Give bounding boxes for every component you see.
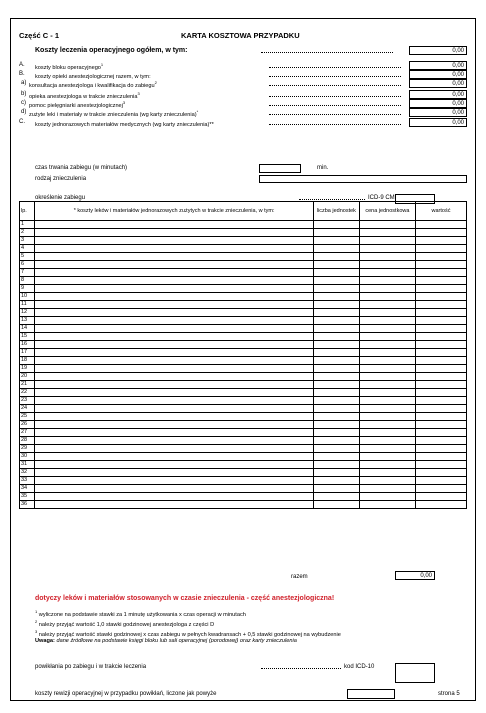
row-number: 8 (20, 277, 35, 285)
row-number: 14 (20, 325, 35, 333)
row-description-cell[interactable] (35, 501, 314, 509)
table-row (20, 437, 467, 445)
row-number: 15 (20, 333, 35, 341)
row-description-cell[interactable] (35, 485, 314, 493)
row-number: 25 (20, 413, 35, 421)
row-unit-price-cell[interactable] (359, 293, 415, 301)
row-value-cell[interactable] (415, 333, 466, 341)
table-row (20, 333, 467, 341)
summary-title: Koszty leczenia operacyjnego ogółem, w tym: (35, 47, 188, 54)
row-quantity-cell[interactable] (313, 277, 359, 285)
table-row (20, 293, 467, 301)
row-number: 36 (20, 501, 35, 509)
anesthesia-type-field[interactable] (259, 175, 467, 183)
row-description-cell[interactable] (35, 317, 314, 325)
row-quantity-cell[interactable] (313, 333, 359, 341)
row-number: 17 (20, 349, 35, 357)
cost-row-label: pomoc pielęgniarki anestezjologicznej$^3$ (29, 100, 126, 109)
row-value-cell[interactable] (415, 445, 466, 453)
page-number: strona 5 (438, 691, 460, 697)
header-quantity: liczba jednostek (313, 202, 359, 221)
page-title: KARTA KOSZTOWA PRZYPADKU (181, 31, 300, 40)
row-unit-price-cell[interactable] (359, 389, 415, 397)
cost-row (19, 91, 467, 100)
row-value-cell[interactable] (415, 221, 466, 229)
cost-row-letter: C. (19, 119, 25, 125)
row-quantity-cell[interactable] (313, 357, 359, 365)
row-quantity-cell[interactable] (313, 381, 359, 389)
row-unit-price-cell[interactable] (359, 261, 415, 269)
row-quantity-cell[interactable] (313, 485, 359, 493)
row-value-cell[interactable] (415, 461, 466, 469)
table-row (20, 357, 467, 365)
row-quantity-cell[interactable] (313, 309, 359, 317)
row-description-cell[interactable] (35, 389, 314, 397)
row-number: 10 (20, 293, 35, 301)
table-row (20, 245, 467, 253)
row-unit-price-cell[interactable] (359, 421, 415, 429)
row-quantity-cell[interactable] (313, 373, 359, 381)
row-quantity-cell[interactable] (313, 493, 359, 501)
row-value-cell[interactable] (415, 357, 466, 365)
row-description-cell[interactable] (35, 285, 314, 293)
row-description-cell[interactable] (35, 277, 314, 285)
row-description-cell[interactable] (35, 437, 314, 445)
icd10-field[interactable] (395, 663, 435, 683)
row-description-cell[interactable] (35, 421, 314, 429)
cost-value-field[interactable]: 0,00 (409, 99, 467, 108)
row-unit-price-cell[interactable] (359, 469, 415, 477)
row-value-cell[interactable] (415, 341, 466, 349)
dotted-leader (299, 199, 365, 200)
cost-row-label: koszty bloku operacyjnego$^1$ (35, 62, 104, 71)
row-number: 30 (20, 453, 35, 461)
row-value-cell[interactable] (415, 269, 466, 277)
row-value-cell[interactable] (415, 277, 466, 285)
row-unit-price-cell[interactable] (359, 221, 415, 229)
row-value-cell[interactable] (415, 309, 466, 317)
row-value-cell[interactable] (415, 405, 466, 413)
row-value-cell[interactable] (415, 453, 466, 461)
cost-row-letter: d) (21, 109, 27, 115)
table-body (20, 221, 467, 509)
row-description-cell[interactable] (35, 229, 314, 237)
cost-row-label: koszty jednorazowych materiałów medycznych (wg karty znieczulenia)** (35, 121, 214, 128)
row-quantity-cell[interactable] (313, 253, 359, 261)
table-row (20, 269, 467, 277)
row-number: 19 (20, 365, 35, 373)
row-description-cell[interactable] (35, 293, 314, 301)
table-row (20, 349, 467, 357)
footnote-2: $^2$ należy przyjąć wartość 1,0 stawki godzinowej anestezjologa z części D (35, 619, 215, 628)
procedure-definition-label: określenie zabiegu (35, 195, 86, 201)
cost-value-field[interactable]: 0,00 (409, 79, 467, 88)
row-quantity-cell[interactable] (313, 413, 359, 421)
dotted-leader (261, 52, 393, 53)
row-value-cell[interactable] (415, 365, 466, 373)
row-unit-price-cell[interactable] (359, 357, 415, 365)
dotted-leader (269, 85, 401, 86)
row-number: 35 (20, 493, 35, 501)
row-unit-price-cell[interactable] (359, 413, 415, 421)
row-unit-price-cell[interactable] (359, 237, 415, 245)
row-number: 11 (20, 301, 35, 309)
dotted-leader (269, 96, 401, 97)
row-number: 7 (20, 269, 35, 277)
cost-row-letter: c) (21, 100, 26, 106)
row-value-cell[interactable] (415, 325, 466, 333)
icd9-label: ICD-9 CM (368, 195, 395, 201)
row-number: 29 (20, 445, 35, 453)
row-description-cell[interactable] (35, 469, 314, 477)
row-description-cell[interactable] (35, 381, 314, 389)
row-description-cell[interactable] (35, 325, 314, 333)
row-description-cell[interactable] (35, 365, 314, 373)
row-description-cell[interactable] (35, 245, 314, 253)
row-quantity-cell[interactable] (313, 365, 359, 373)
row-value-cell[interactable] (415, 493, 466, 501)
table-row (20, 221, 467, 229)
row-description-cell[interactable] (35, 237, 314, 245)
row-quantity-cell[interactable] (313, 437, 359, 445)
row-value-cell[interactable] (415, 469, 466, 477)
row-quantity-cell[interactable] (313, 445, 359, 453)
table-row (20, 477, 467, 485)
row-description-cell[interactable] (35, 397, 314, 405)
anesthesia-type-label: rodzaj znieczulenia (35, 176, 87, 182)
cost-row-letter: A. (19, 62, 25, 68)
table-row (20, 317, 467, 325)
row-description-cell[interactable] (35, 333, 314, 341)
row-quantity-cell[interactable] (313, 389, 359, 397)
row-description-cell[interactable] (35, 301, 314, 309)
row-description-cell[interactable] (35, 493, 314, 501)
row-number: 1 (20, 221, 35, 229)
row-unit-price-cell[interactable] (359, 493, 415, 501)
row-unit-price-cell[interactable] (359, 477, 415, 485)
cost-row (19, 80, 467, 89)
row-value-cell[interactable] (415, 301, 466, 309)
row-description-cell[interactable] (35, 445, 314, 453)
row-number: 2 (20, 229, 35, 237)
row-number: 27 (20, 429, 35, 437)
row-description-cell[interactable] (35, 405, 314, 413)
icd10-label: kod ICD-10 (344, 664, 375, 670)
row-value-cell[interactable] (415, 245, 466, 253)
row-unit-price-cell[interactable] (359, 341, 415, 349)
row-value-cell[interactable] (415, 413, 466, 421)
row-unit-price-cell[interactable] (359, 229, 415, 237)
duration-field[interactable] (259, 164, 301, 173)
anesthesia-note: dotyczy leków i materiałów stosowanych w czasie znieczulenia - część anestezjologiczna! (35, 595, 335, 602)
row-value-cell[interactable] (415, 261, 466, 269)
row-unit-price-cell[interactable] (359, 437, 415, 445)
table-row (20, 277, 467, 285)
row-description-cell[interactable] (35, 429, 314, 437)
table-row (20, 365, 467, 373)
row-value-cell[interactable] (415, 253, 466, 261)
cost-row (19, 109, 467, 118)
row-quantity-cell[interactable] (313, 461, 359, 469)
row-quantity-cell[interactable] (313, 469, 359, 477)
row-description-cell[interactable] (35, 373, 314, 381)
row-unit-price-cell[interactable] (359, 269, 415, 277)
row-description-cell[interactable] (35, 221, 314, 229)
row-number: 4 (20, 245, 35, 253)
row-number: 5 (20, 253, 35, 261)
table-row (20, 485, 467, 493)
cost-value-field[interactable]: 0,00 (409, 61, 467, 70)
row-unit-price-cell[interactable] (359, 429, 415, 437)
table-row (20, 469, 467, 477)
row-unit-price-cell[interactable] (359, 333, 415, 341)
dotted-leader (269, 124, 401, 125)
row-unit-price-cell[interactable] (359, 373, 415, 381)
duration-label: czas trwania zabiegu (w minutach) (35, 165, 128, 171)
row-unit-price-cell[interactable] (359, 461, 415, 469)
row-number: 3 (20, 237, 35, 245)
row-value-cell[interactable] (415, 389, 466, 397)
row-value-cell[interactable] (415, 317, 466, 325)
header-unit-price: cena jednostkowa (359, 202, 415, 221)
row-number: 22 (20, 389, 35, 397)
row-number: 16 (20, 341, 35, 349)
materials-table (19, 201, 467, 509)
row-description-cell[interactable] (35, 253, 314, 261)
part-label: Część C - 1 (19, 31, 60, 40)
cost-value-field[interactable]: 0,00 (409, 90, 467, 99)
table-row (20, 285, 467, 293)
row-quantity-cell[interactable] (313, 477, 359, 485)
row-description-cell[interactable] (35, 269, 314, 277)
row-quantity-cell[interactable] (313, 405, 359, 413)
table-header-row (20, 202, 467, 221)
row-unit-price-cell[interactable] (359, 245, 415, 253)
table-row (20, 461, 467, 469)
row-quantity-cell[interactable] (313, 325, 359, 333)
row-value-cell[interactable] (415, 237, 466, 245)
row-number: 20 (20, 373, 35, 381)
row-quantity-cell[interactable] (313, 269, 359, 277)
duration-unit: min. (317, 165, 329, 171)
row-quantity-cell[interactable] (313, 229, 359, 237)
row-unit-price-cell[interactable] (359, 485, 415, 493)
row-unit-price-cell[interactable] (359, 397, 415, 405)
row-description-cell[interactable] (35, 349, 314, 357)
row-value-cell[interactable] (415, 501, 466, 509)
row-quantity-cell[interactable] (313, 429, 359, 437)
dotted-leader (269, 67, 401, 68)
warning-note: Uwaga: dane źródłowe na podstawie księgi bloku lub sali operacyjnej (porodowej) oraz karty znieczulenia (35, 638, 297, 644)
row-unit-price-cell[interactable] (359, 349, 415, 357)
table-row (20, 301, 467, 309)
row-unit-price-cell[interactable] (359, 325, 415, 333)
row-description-cell[interactable] (35, 477, 314, 485)
row-value-cell[interactable] (415, 381, 466, 389)
row-value-cell[interactable] (415, 397, 466, 405)
row-value-cell[interactable] (415, 293, 466, 301)
header-value: wartość (415, 202, 466, 221)
row-unit-price-cell[interactable] (359, 309, 415, 317)
cost-row (19, 62, 467, 71)
dotted-leader (269, 105, 401, 106)
row-number: 13 (20, 317, 35, 325)
row-description-cell[interactable] (35, 261, 314, 269)
dotted-leader (261, 668, 341, 669)
row-value-cell[interactable] (415, 437, 466, 445)
revision-cost-field[interactable] (347, 689, 395, 699)
footnote-3: $^3$ należy przyjąć wartość stawki godzinowej x czas zabiegu w pełnych kwadransach + 0,5 stawki godzinowej na wybudzenie (35, 629, 341, 638)
cost-row-letter: b) (21, 91, 27, 97)
row-quantity-cell[interactable] (313, 501, 359, 509)
cost-row-label: zużyte leki i materiały w trakcie znieczulenia (wg karty znieczulenia)* (29, 109, 199, 118)
cost-row-letter: a) (21, 80, 27, 86)
table-row (20, 493, 467, 501)
row-unit-price-cell[interactable] (359, 381, 415, 389)
row-unit-price-cell[interactable] (359, 365, 415, 373)
table-row (20, 501, 467, 509)
row-value-cell[interactable] (415, 477, 466, 485)
dotted-leader (269, 114, 401, 115)
row-quantity-cell[interactable] (313, 245, 359, 253)
table-row (20, 325, 467, 333)
table-row (20, 389, 467, 397)
row-value-cell[interactable] (415, 349, 466, 357)
revision-cost-label: koszty rewizji operacyjnej w przypadku powikłań, liczone jak powyże (35, 691, 217, 697)
row-unit-price-cell[interactable] (359, 301, 415, 309)
row-quantity-cell[interactable] (313, 341, 359, 349)
row-unit-price-cell[interactable] (359, 285, 415, 293)
table-row (20, 253, 467, 261)
row-unit-price-cell[interactable] (359, 445, 415, 453)
row-value-cell[interactable] (415, 421, 466, 429)
table-row (20, 309, 467, 317)
total-label: razem (291, 574, 308, 580)
row-number: 34 (20, 485, 35, 493)
row-unit-price-cell[interactable] (359, 501, 415, 509)
cost-row (19, 71, 467, 80)
row-description-cell[interactable] (35, 341, 314, 349)
complications-label: powikłania po zabiegu i w trakcie leczenia (35, 664, 147, 670)
row-description-cell[interactable] (35, 357, 314, 365)
row-value-cell[interactable] (415, 285, 466, 293)
table-row (20, 445, 467, 453)
table-row (20, 421, 467, 429)
row-number: 24 (20, 405, 35, 413)
row-unit-price-cell[interactable] (359, 253, 415, 261)
row-quantity-cell[interactable] (313, 317, 359, 325)
cost-value-field[interactable]: 0,00 (409, 70, 467, 79)
row-quantity-cell[interactable] (313, 261, 359, 269)
table-row (20, 341, 467, 349)
row-unit-price-cell[interactable] (359, 405, 415, 413)
row-quantity-cell[interactable] (313, 397, 359, 405)
row-quantity-cell[interactable] (313, 301, 359, 309)
cost-row-label: konsultacja anestezjologa i kwalifikacja do zabiegu$^2$ (29, 80, 157, 89)
header-lp: lp. (20, 202, 35, 221)
cost-row (19, 119, 467, 128)
cost-row-label: opieka anestezjologa w trakcie znieczulenia$^3$ (29, 91, 140, 100)
row-description-cell[interactable] (35, 453, 314, 461)
table-row (20, 373, 467, 381)
row-number: 23 (20, 397, 35, 405)
row-value-cell[interactable] (415, 373, 466, 381)
table-row (20, 229, 467, 237)
table-row (20, 237, 467, 245)
dotted-leader (269, 76, 401, 77)
table-row (20, 381, 467, 389)
row-number: 6 (20, 261, 35, 269)
table-row (20, 397, 467, 405)
table-total-field[interactable]: 0,00 (395, 571, 435, 580)
row-unit-price-cell[interactable] (359, 453, 415, 461)
cost-value-field[interactable]: 0,00 (409, 108, 467, 117)
row-unit-price-cell[interactable] (359, 317, 415, 325)
row-number: 9 (20, 285, 35, 293)
row-quantity-cell[interactable] (313, 293, 359, 301)
cost-row-label: koszty opieki anestezjologicznej razem, w tym: (35, 73, 151, 80)
table-row (20, 405, 467, 413)
row-quantity-cell[interactable] (313, 421, 359, 429)
row-description-cell[interactable] (35, 413, 314, 421)
table-row (20, 429, 467, 437)
row-value-cell[interactable] (415, 229, 466, 237)
row-number: 21 (20, 381, 35, 389)
row-number: 31 (20, 461, 35, 469)
row-quantity-cell[interactable] (313, 237, 359, 245)
row-quantity-cell[interactable] (313, 221, 359, 229)
table-row (20, 413, 467, 421)
row-value-cell[interactable] (415, 429, 466, 437)
row-description-cell[interactable] (35, 309, 314, 317)
cost-row-letter: B. (19, 71, 25, 77)
header-description: * koszty leków i materiałów jednorazowych zużytych w trakcie znieczulenia, w tym: (35, 202, 314, 221)
row-description-cell[interactable] (35, 461, 314, 469)
row-number: 26 (20, 421, 35, 429)
row-quantity-cell[interactable] (313, 285, 359, 293)
row-number: 33 (20, 477, 35, 485)
row-unit-price-cell[interactable] (359, 277, 415, 285)
row-number: 18 (20, 357, 35, 365)
cost-card-page (10, 18, 476, 701)
cost-row (19, 100, 467, 109)
row-number: 32 (20, 469, 35, 477)
row-number: 28 (20, 437, 35, 445)
row-quantity-cell[interactable] (313, 349, 359, 357)
table-row (20, 453, 467, 461)
footnote-1: $^1$ wyliczone na podstawie stawki za 1 minutę użytkowania x czas operacji w minutach (35, 609, 246, 618)
row-value-cell[interactable] (415, 485, 466, 493)
total-value-field[interactable]: 0,00 (409, 46, 467, 55)
cost-value-field[interactable]: 0,00 (409, 118, 467, 127)
row-number: 12 (20, 309, 35, 317)
row-quantity-cell[interactable] (313, 453, 359, 461)
table-row (20, 261, 467, 269)
